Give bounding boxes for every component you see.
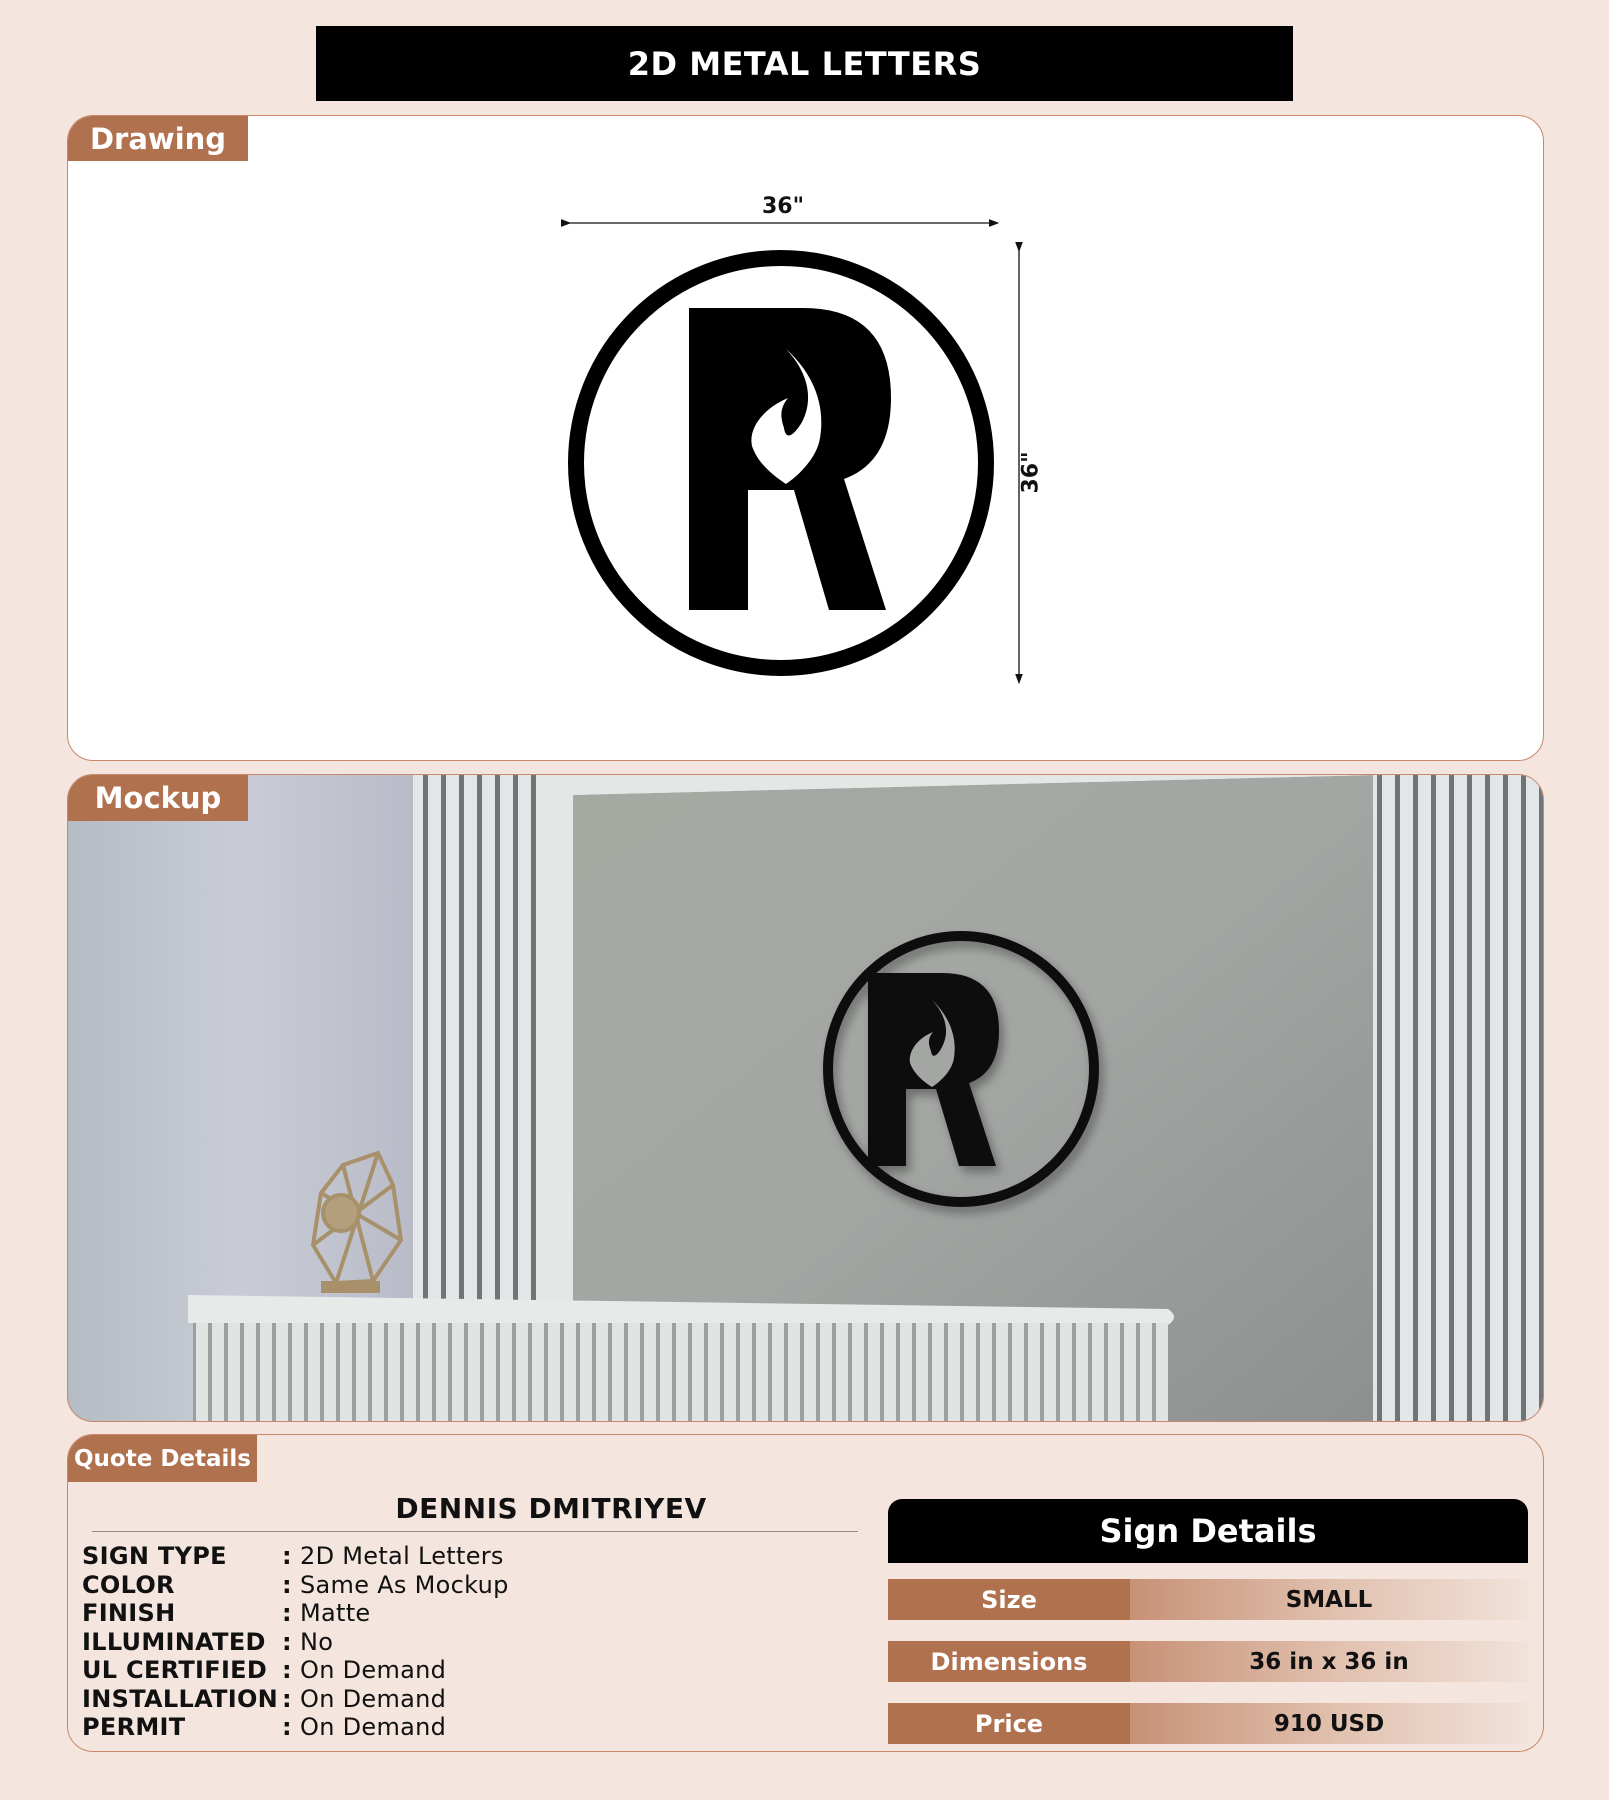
width-dimension-label: 36" (762, 194, 805, 219)
height-dimension-label: 36" (1018, 451, 1044, 494)
desk-front (193, 1323, 1168, 1421)
spec-row (82, 1599, 509, 1628)
mockup-scene (68, 775, 1543, 1421)
spec-colon: : (282, 1684, 292, 1713)
spec-colon: : (282, 1599, 292, 1628)
sign-details-title: Sign Details (888, 1499, 1528, 1563)
drawing-panel (67, 115, 1544, 761)
spec-row (82, 1542, 509, 1571)
sign-detail-value: SMALL (1130, 1579, 1528, 1620)
spec-value: On Demand (300, 1713, 447, 1742)
spec-colon: : (282, 1713, 292, 1742)
quote-tab-label: Quote Details (68, 1435, 257, 1482)
spec-value: Matte (300, 1599, 371, 1628)
logo-drawing (68, 116, 1543, 760)
spec-colon: : (282, 1542, 292, 1571)
sign-detail-row-size (888, 1579, 1528, 1620)
drawing-tab-label: Drawing (68, 116, 248, 161)
spec-value: Same As Mockup (300, 1570, 509, 1599)
quote-panel (67, 1434, 1544, 1752)
spec-value: 2D Metal Letters (300, 1542, 504, 1571)
spec-value: On Demand (300, 1656, 447, 1685)
spec-colon: : (282, 1570, 292, 1599)
sign-detail-value: 36 in x 36 in (1130, 1641, 1528, 1682)
page-title: 2D METAL LETTERS (316, 26, 1293, 101)
spec-key: FINISH (82, 1599, 176, 1628)
spec-key: SIGN TYPE (82, 1542, 227, 1571)
spec-row (82, 1685, 509, 1714)
spec-value: No (300, 1627, 334, 1656)
customer-name: DENNIS DMITRIYEV (395, 1492, 707, 1525)
sign-detail-row-dimensions (888, 1641, 1528, 1682)
spec-value: On Demand (300, 1684, 447, 1713)
sign-detail-key: Dimensions (888, 1641, 1130, 1682)
mockup-panel (67, 774, 1544, 1422)
spec-key: COLOR (82, 1570, 175, 1599)
spec-row (82, 1713, 509, 1742)
spec-table (82, 1542, 509, 1742)
spec-key: INSTALLATION (82, 1684, 279, 1713)
spec-colon: : (282, 1627, 292, 1656)
sign-detail-key: Size (888, 1579, 1130, 1620)
spec-key: PERMIT (82, 1713, 186, 1742)
spec-row (82, 1656, 509, 1685)
spec-row (82, 1628, 509, 1657)
spec-row (82, 1571, 509, 1600)
sign-detail-row-price (888, 1703, 1528, 1744)
sign-detail-key: Price (888, 1703, 1130, 1744)
mockup-tab-label: Mockup (68, 775, 248, 821)
spec-key: UL CERTIFIED (82, 1656, 268, 1685)
customer-divider (92, 1531, 858, 1532)
spec-colon: : (282, 1656, 292, 1685)
sign-detail-value: 910 USD (1130, 1703, 1528, 1744)
spec-key: ILLUMINATED (82, 1627, 266, 1656)
